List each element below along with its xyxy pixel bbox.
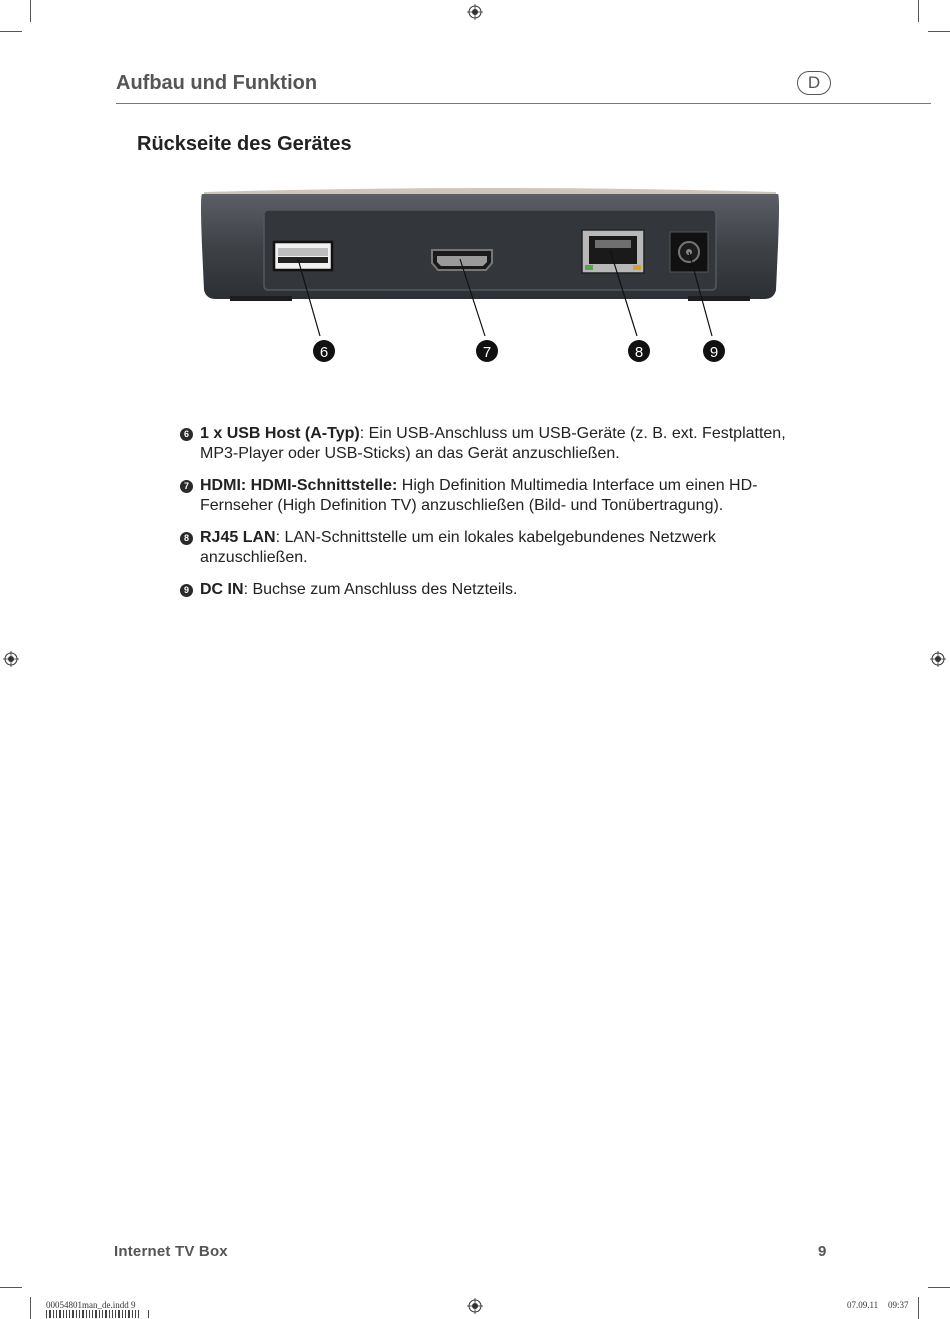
lan-port <box>582 230 644 273</box>
section-title: Aufbau und Funktion <box>116 72 318 94</box>
callout-number: 6 <box>319 344 329 361</box>
callout-number: 7 <box>482 344 492 361</box>
page-heading: Rückseite des Gerätes <box>137 133 352 155</box>
number-badge: 9 <box>180 584 193 597</box>
print-barcode-strip <box>46 1310 150 1318</box>
crop-mark <box>918 0 919 22</box>
registration-mark-icon <box>467 4 483 20</box>
description-term: 1 x USB Host (A-Typ) <box>200 425 360 442</box>
slug-date: 07.09.11 <box>847 1300 879 1310</box>
crop-mark <box>30 1297 31 1319</box>
number-badge: 7 <box>180 480 193 493</box>
device-foot <box>688 296 750 301</box>
description-text: : Buchse zum Anschluss des Netzteils. <box>243 581 518 598</box>
crop-mark <box>0 31 22 32</box>
slug-file-name: 00054801man_de.indd 9 <box>46 1300 136 1310</box>
callout-badge <box>703 340 725 362</box>
crop-mark <box>928 1287 950 1288</box>
list-item <box>178 580 814 600</box>
callout-number: 9 <box>709 344 719 361</box>
list-item <box>178 528 814 568</box>
registration-mark-icon <box>930 651 946 667</box>
callout-badge <box>628 340 650 362</box>
description-text: High Definition Multimedia Interface um einen HD-Fernseher (High Definition TV) anzuschließen (Bild- und Tonübertragung). <box>200 477 758 514</box>
device-foot <box>230 296 292 301</box>
callout-number: 8 <box>634 344 644 361</box>
footer-product-name: Internet TV Box <box>114 1243 228 1260</box>
page-number: 9 <box>818 1243 827 1260</box>
description-term: RJ45 LAN <box>200 529 276 546</box>
device-rear-figure <box>190 186 790 376</box>
description-text: : Ein USB-Anschluss um USB-Geräte (z. B. ext. Festplatten, MP3-Player oder USB-Sticks) an das Gerät anzuschließen. <box>200 425 786 462</box>
list-item <box>178 476 814 516</box>
connector-description-list <box>178 424 814 612</box>
language-badge: D <box>797 71 831 95</box>
header-rule <box>116 103 931 104</box>
registration-mark-icon <box>467 1298 483 1314</box>
slug-time: 09:37 <box>888 1300 909 1310</box>
description-text: : LAN-Schnittstelle um ein lokales kabelgebundenes Netzwerk anzuschließen. <box>200 529 716 566</box>
crop-mark <box>918 1297 919 1319</box>
crop-mark <box>928 31 950 32</box>
description-term: DC IN <box>200 581 244 598</box>
registration-mark-icon <box>3 651 19 667</box>
crop-mark <box>0 1287 22 1288</box>
number-badge: 8 <box>180 532 193 545</box>
number-badge: 6 <box>180 428 193 441</box>
crop-mark <box>30 0 31 22</box>
callout-badge <box>476 340 498 362</box>
list-item <box>178 424 814 464</box>
description-term: HDMI: HDMI-Schnittstelle: <box>200 477 398 494</box>
callout-badge <box>313 340 335 362</box>
usb-port <box>274 242 332 270</box>
